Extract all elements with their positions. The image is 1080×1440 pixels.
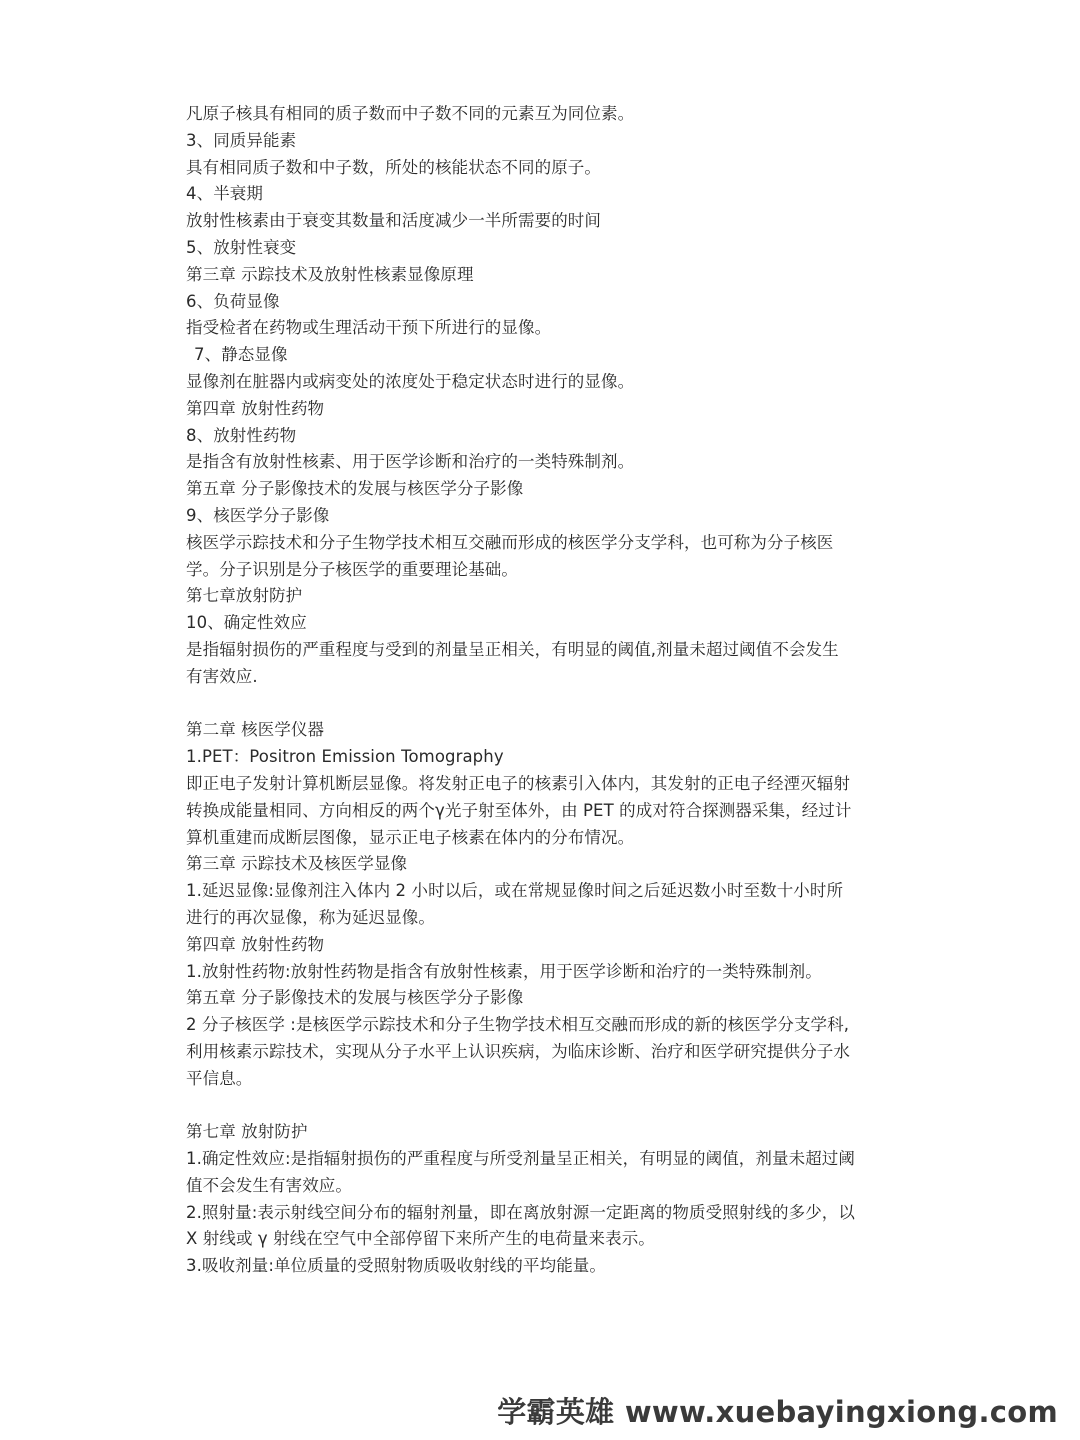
chapter-heading: 第二章 核医学仪器 [186,720,325,740]
text-line: 1.延迟显像:显像剂注入体内 2 小时以后，或在常规显像时间之后延迟数小时至数十小时所 [186,881,844,901]
text-line: 学。分子识别是分子核医学的重要理论基础。 [186,559,518,579]
section-heading: 3、同质异能素 [186,130,297,150]
chapter-heading: 第五章 分子影像技术的发展与核医学分子影像 [186,988,524,1008]
chapter-heading: 第三章 示踪技术及放射性核素显像原理 [186,264,474,284]
chapter-heading: 第五章 分子影像技术的发展与核医学分子影像 [186,479,524,499]
text-line: 凡原子核具有相同的质子数而中子数不同的元素互为同位素。 [186,104,635,123]
chapter-heading: 第四章 放射性药物 [186,398,325,418]
text-line: 1.放射性药物:放射性药物是指含有放射性核素，用于医学诊断和治疗的一类特殊制剂。 [186,961,822,981]
section-heading: 10、确定性效应 [186,613,307,633]
text-line: 利用核素示踪技术，实现从分子水平上认识疾病，为临床诊断、治疗和医学研究提供分子水 [186,1041,850,1061]
text-line: 2.照射量:表示射线空间分布的辐射剂量，即在离放射源一定距离的物质受照射线的多少，以 [186,1202,856,1222]
chapter-heading: 第七章放射防护 [186,586,303,606]
text-line: 2 分子核医学 :是核医学示踪技术和分子生物学技术相互交融而形成的新的核医学分支学科, [186,1015,850,1035]
text-line: 3.吸收剂量:单位质量的受照射物质吸收射线的平均能量。 [186,1256,607,1276]
section-heading: 5、放射性衰变 [186,237,297,257]
text-line: 放射性核素由于衰变其数量和活度减少一半所需要的时间 [186,211,601,231]
text-line: 平信息。 [186,1068,253,1088]
text-line: 1.确定性效应:是指辐射损伤的严重程度与所受剂量呈正相关，有明显的阈值，剂量未超过阈 [186,1149,856,1169]
section-heading: 6、负荷显像 [186,291,280,311]
text-line: 即正电子发射计算机断层显像。将发射正电子的核素引入体内，其发射的正电子经湮灭辐射 [186,773,850,793]
text-line: 转换成能量相同、方向相反的两个γ光子射至体外，由 PET 的成对符合探测器采集，经过计 [186,800,852,820]
blank-line [186,1092,916,1119]
blank-line [186,691,916,718]
chapter-heading: 第七章 放射防护 [186,1122,308,1142]
site-watermark: 学霸英雄 www.xuebayingxiong.com [497,1395,1058,1429]
text-line: 是指辐射损伤的严重程度与受到的剂量呈正相关，有明显的阈值,剂量未超过阈值不会发生 [186,639,839,659]
text-line: 有害效应. [186,666,258,686]
text-line: 显像剂在脏器内或病变处的浓度处于稳定状态时进行的显像。 [186,371,635,391]
chapter-heading: 第四章 放射性药物 [186,934,325,954]
document-body [186,101,916,1280]
section-heading: 7、静态显像 [194,345,288,365]
text-line: 核医学示踪技术和分子生物学技术相互交融而形成的核医学分支学科，也可称为分子核医 [186,532,834,552]
text-line: 指受检者在药物或生理活动干预下所进行的显像。 [186,318,552,338]
section-heading: 4、半衰期 [186,184,263,204]
text-line: 是指含有放射性核素、用于医学诊断和治疗的一类特殊制剂。 [186,452,635,472]
text-line: 值不会发生有害效应。 [186,1175,352,1195]
text-line: 具有相同质子数和中子数，所处的核能状态不同的原子。 [186,157,601,177]
text-line: 算机重建而成断层图像，显示正电子核素在体内的分布情况。 [186,827,635,847]
section-heading: 9、核医学分子影像 [186,505,330,525]
chapter-heading: 第三章 示踪技术及核医学显像 [186,854,408,874]
text-line: 进行的再次显像，称为延迟显像。 [186,907,435,927]
section-heading: 8、放射性药物 [186,425,297,445]
text-line: X 射线或 γ 射线在空气中全部停留下来所产生的电荷量来表示。 [186,1229,655,1249]
text-line: 1.PET：Positron Emission Tomography [186,747,504,767]
